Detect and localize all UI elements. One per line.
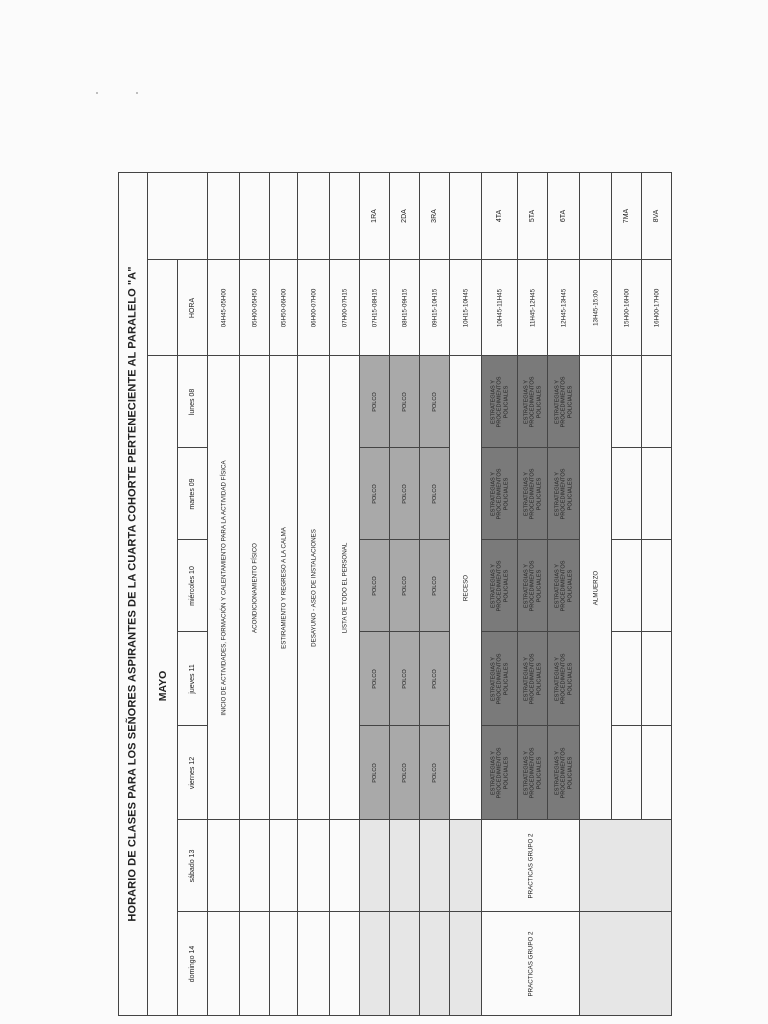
weekend-sat-6 [298, 820, 330, 912]
polco-2-4 [420, 726, 450, 820]
period-cell-5 [360, 172, 390, 260]
practicas-sat [482, 820, 580, 912]
time-cell-0-text: 04H45-05H00 [219, 288, 227, 327]
day-header-6 [178, 912, 208, 1016]
time-cell-8 [450, 260, 482, 356]
period-cell-14-text: 8VA [652, 209, 660, 222]
period-cell-13-text: 7MA [622, 208, 630, 223]
empty-16-0 [612, 356, 642, 448]
period-cell-1 [240, 172, 270, 260]
empty-17-2 [642, 540, 672, 632]
time-cell-2-text: 05H50-06H00 [279, 288, 287, 327]
day-header-3 [178, 632, 208, 726]
estrategias-2-2 [548, 540, 580, 632]
time-cell-9-text: 10H45-11H45 [495, 288, 503, 327]
span-estir [270, 356, 298, 820]
period-cell-6 [390, 172, 420, 260]
time-cell-7-text: 09H15-10H15 [430, 288, 438, 327]
estrategias-1-1 [518, 448, 548, 540]
time-cell-2 [270, 260, 298, 356]
span-acond [240, 356, 270, 820]
polco-0-4 [360, 726, 390, 820]
polco-2-0 [420, 356, 450, 448]
weekend-sat-4 [240, 820, 270, 912]
period-cell-7 [420, 172, 450, 260]
estrategias-1-4 [518, 726, 548, 820]
speck [96, 92, 98, 94]
polco-2-0-text: POLCO [431, 391, 438, 412]
empty-17-4 [642, 726, 672, 820]
polco-1-0 [390, 356, 420, 448]
period-cell-0 [208, 172, 240, 260]
time-cell-14-text: 16H00-17H00 [652, 288, 660, 327]
time-cell-4 [330, 260, 360, 356]
sun-gray-alm [580, 912, 672, 1016]
day-header-2 [178, 540, 208, 632]
estrategias-2-2-text: ESTRATEGIAS Y PROCEDIMIENTOS POLICIALES [553, 560, 573, 611]
span-inicio [208, 356, 240, 820]
estrategias-0-2-text: ESTRATEGIAS Y PROCEDIMIENTOS POLICIALES [489, 560, 509, 611]
polco-1-3 [390, 632, 420, 726]
weekend-sun-5 [270, 912, 298, 1016]
estrategias-0-0-text: ESTRATEGIAS Y PROCEDIMIENTOS POLICIALES [489, 376, 509, 427]
period-cell-7-text: 3RA [430, 208, 438, 223]
estrategias-1-2-text: ESTRATEGIAS Y PROCEDIMIENTOS POLICIALES [522, 560, 542, 611]
time-cell-5-text: 07H15-08H15 [370, 288, 378, 327]
polco-0-0 [360, 356, 390, 448]
polco-0-2 [360, 540, 390, 632]
day-header-3-text: jueves 11 [188, 663, 196, 694]
estrategias-1-0 [518, 356, 548, 448]
span-lista-text: LISTA DE TODO EL PERSONAL [340, 542, 348, 633]
period-cell-11-text: 6TA [559, 209, 567, 222]
day-header-1-text: martes 09 [188, 477, 196, 510]
period-cell-9 [482, 172, 518, 260]
polco-1-4 [390, 726, 420, 820]
estrategias-2-3-text: ESTRATEGIAS Y PROCEDIMIENTOS POLICIALES [553, 653, 573, 704]
day-header-4 [178, 726, 208, 820]
estrategias-2-1-text: ESTRATEGIAS Y PROCEDIMIENTOS POLICIALES [553, 468, 573, 519]
day-header-5-text: sábado 13 [188, 849, 196, 882]
time-cell-3 [298, 260, 330, 356]
polco-0-3 [360, 632, 390, 726]
hora-header-text: HORA [188, 297, 196, 318]
time-cell-11 [548, 260, 580, 356]
span-desayuno-text: DESAYUNO - ASEO DE INSTALACIONES [309, 528, 317, 647]
estrategias-2-4-text: ESTRATEGIAS Y PROCEDIMIENTOS POLICIALES [553, 747, 573, 798]
estrategias-2-0-text: ESTRATEGIAS Y PROCEDIMIENTOS POLICIALES [553, 376, 573, 427]
polco-1-1 [390, 448, 420, 540]
polco-2-1-text: POLCO [431, 483, 438, 504]
empty-16-4 [612, 726, 642, 820]
time-cell-13 [612, 260, 642, 356]
estrategias-0-3 [482, 632, 518, 726]
practicas-sun [482, 912, 580, 1016]
sat-gray-1 [390, 820, 420, 912]
period-cell-11 [548, 172, 580, 260]
hora-blank-top [148, 260, 178, 356]
period-cell-8 [450, 172, 482, 260]
estrategias-0-0 [482, 356, 518, 448]
sat-gray-0 [360, 820, 390, 912]
estrategias-2-3 [548, 632, 580, 726]
time-cell-8-text: 10H15-10H45 [461, 288, 469, 327]
empty-16-1 [612, 448, 642, 540]
period-cell-6-text: 2DA [400, 208, 408, 223]
empty-17-3 [642, 632, 672, 726]
estrategias-0-1-text: ESTRATEGIAS Y PROCEDIMIENTOS POLICIALES [489, 468, 509, 519]
time-cell-13-text: 15H00-16H00 [622, 288, 630, 327]
estrategias-1-0-text: ESTRATEGIAS Y PROCEDIMIENTOS POLICIALES [522, 376, 542, 427]
empty-17-1 [642, 448, 672, 540]
polco-0-1-text: POLCO [371, 483, 378, 504]
polco-2-2-text: POLCO [431, 575, 438, 596]
polco-0-3-text: POLCO [371, 668, 378, 689]
day-header-4-text: viernes 12 [188, 756, 196, 789]
day-header-6-text: domingo 14 [188, 945, 196, 982]
period-blank-top [148, 172, 208, 260]
sun-gray-0 [360, 912, 390, 1016]
time-cell-3-text: 06H00-07H00 [309, 288, 317, 327]
time-cell-0 [208, 260, 240, 356]
estrategias-0-4-text: ESTRATEGIAS Y PROCEDIMIENTOS POLICIALES [489, 747, 509, 798]
time-cell-12 [580, 260, 612, 356]
sun-gray-1 [390, 912, 420, 1016]
polco-2-3-text: POLCO [431, 668, 438, 689]
polco-1-0-text: POLCO [401, 391, 408, 412]
period-cell-10 [518, 172, 548, 260]
estrategias-0-3-text: ESTRATEGIAS Y PROCEDIMIENTOS POLICIALES [489, 653, 509, 704]
day-header-0-text: lunes 08 [188, 388, 196, 415]
time-cell-12-text: 13H45-15:00 [591, 289, 599, 326]
polco-0-1 [360, 448, 390, 540]
empty-17-0 [642, 356, 672, 448]
weekend-sat-7 [330, 820, 360, 912]
schedule-table [118, 172, 672, 1016]
day-header-2-text: miércoles 10 [188, 565, 196, 606]
time-cell-7 [420, 260, 450, 356]
estrategias-1-4-text: ESTRATEGIAS Y PROCEDIMIENTOS POLICIALES [522, 747, 542, 798]
weekend-sat-5 [270, 820, 298, 912]
estrategias-2-0 [548, 356, 580, 448]
period-cell-5-text: 1RA [370, 208, 378, 223]
period-cell-14 [642, 172, 672, 260]
span-lista [330, 356, 360, 820]
period-cell-4 [330, 172, 360, 260]
time-cell-6 [390, 260, 420, 356]
month-cell-text: MAYO [156, 670, 169, 701]
time-cell-4-text: 07H00-07H15 [340, 288, 348, 327]
time-cell-11-text: 12H45-13H45 [559, 288, 567, 327]
polco-0-2-text: POLCO [371, 575, 378, 596]
polco-2-3 [420, 632, 450, 726]
span-receso-text: RECESO [461, 574, 469, 601]
span-almuerzo [580, 356, 612, 820]
span-receso [450, 356, 482, 820]
estrategias-0-4 [482, 726, 518, 820]
sat-gray-receso [450, 820, 482, 912]
time-cell-9 [482, 260, 518, 356]
estrategias-1-3-text: ESTRATEGIAS Y PROCEDIMIENTOS POLICIALES [522, 653, 542, 704]
span-estir-text: ESTIRAMIENTO Y REGRESO A LA CALMA [279, 526, 287, 649]
month-cell [148, 356, 178, 1016]
title-cell-text: HORARIO DE CLASES PARA LOS SEÑORES ASPIRANTES DE LA CUARTA COHORTE PERTENECIENTE AL PARALELO "A" [126, 265, 139, 922]
sun-gray-receso [450, 912, 482, 1016]
hora-header [178, 260, 208, 356]
span-almuerzo-text: ALMUERZO [591, 570, 599, 605]
estrategias-0-2 [482, 540, 518, 632]
sat-gray-alm [580, 820, 672, 912]
period-cell-12 [580, 172, 612, 260]
time-cell-6-text: 08H15-09H15 [400, 288, 408, 327]
polco-1-2-text: POLCO [401, 575, 408, 596]
speck [136, 92, 138, 94]
weekend-sat-3 [208, 820, 240, 912]
time-cell-5 [360, 260, 390, 356]
time-cell-14 [642, 260, 672, 356]
time-cell-10 [518, 260, 548, 356]
empty-16-3 [612, 632, 642, 726]
estrategias-1-3 [518, 632, 548, 726]
sun-gray-2 [420, 912, 450, 1016]
polco-2-4-text: POLCO [431, 762, 438, 783]
title-cell [118, 172, 148, 1016]
day-header-0 [178, 356, 208, 448]
estrategias-2-1 [548, 448, 580, 540]
polco-1-4-text: POLCO [401, 762, 408, 783]
weekend-sun-7 [330, 912, 360, 1016]
span-acond-text: ACONDICIONAMIENTO FÍSICO [250, 542, 258, 633]
weekend-sun-4 [240, 912, 270, 1016]
polco-2-2 [420, 540, 450, 632]
weekend-sun-3 [208, 912, 240, 1016]
polco-0-0-text: POLCO [371, 391, 378, 412]
polco-2-1 [420, 448, 450, 540]
weekend-sun-6 [298, 912, 330, 1016]
sat-gray-2 [420, 820, 450, 912]
estrategias-2-4 [548, 726, 580, 820]
time-cell-1 [240, 260, 270, 356]
day-header-5 [178, 820, 208, 912]
practicas-sun-text: PRACTICAS GRUPO 2 [526, 931, 534, 996]
empty-16-2 [612, 540, 642, 632]
estrategias-1-2 [518, 540, 548, 632]
period-cell-10-text: 5TA [528, 209, 536, 222]
span-desayuno [298, 356, 330, 820]
span-inicio-text: INICIO DE ACTIVIDADES, FORMACIÓN Y CALENTAMIENTO PARA LA ACTIVIDAD FÍSICA [219, 459, 227, 716]
estrategias-0-1 [482, 448, 518, 540]
period-cell-2 [270, 172, 298, 260]
polco-1-3-text: POLCO [401, 668, 408, 689]
period-cell-9-text: 4TA [495, 209, 503, 222]
period-cell-3 [298, 172, 330, 260]
estrategias-1-1-text: ESTRATEGIAS Y PROCEDIMIENTOS POLICIALES [522, 468, 542, 519]
practicas-sat-text: PRACTICAS GRUPO 2 [526, 833, 534, 898]
period-cell-13 [612, 172, 642, 260]
polco-1-2 [390, 540, 420, 632]
day-header-1 [178, 448, 208, 540]
time-cell-1-text: 05H00-05H50 [250, 288, 258, 327]
polco-0-4-text: POLCO [371, 762, 378, 783]
polco-1-1-text: POLCO [401, 483, 408, 504]
time-cell-10-text: 11H45-12H45 [528, 288, 536, 327]
